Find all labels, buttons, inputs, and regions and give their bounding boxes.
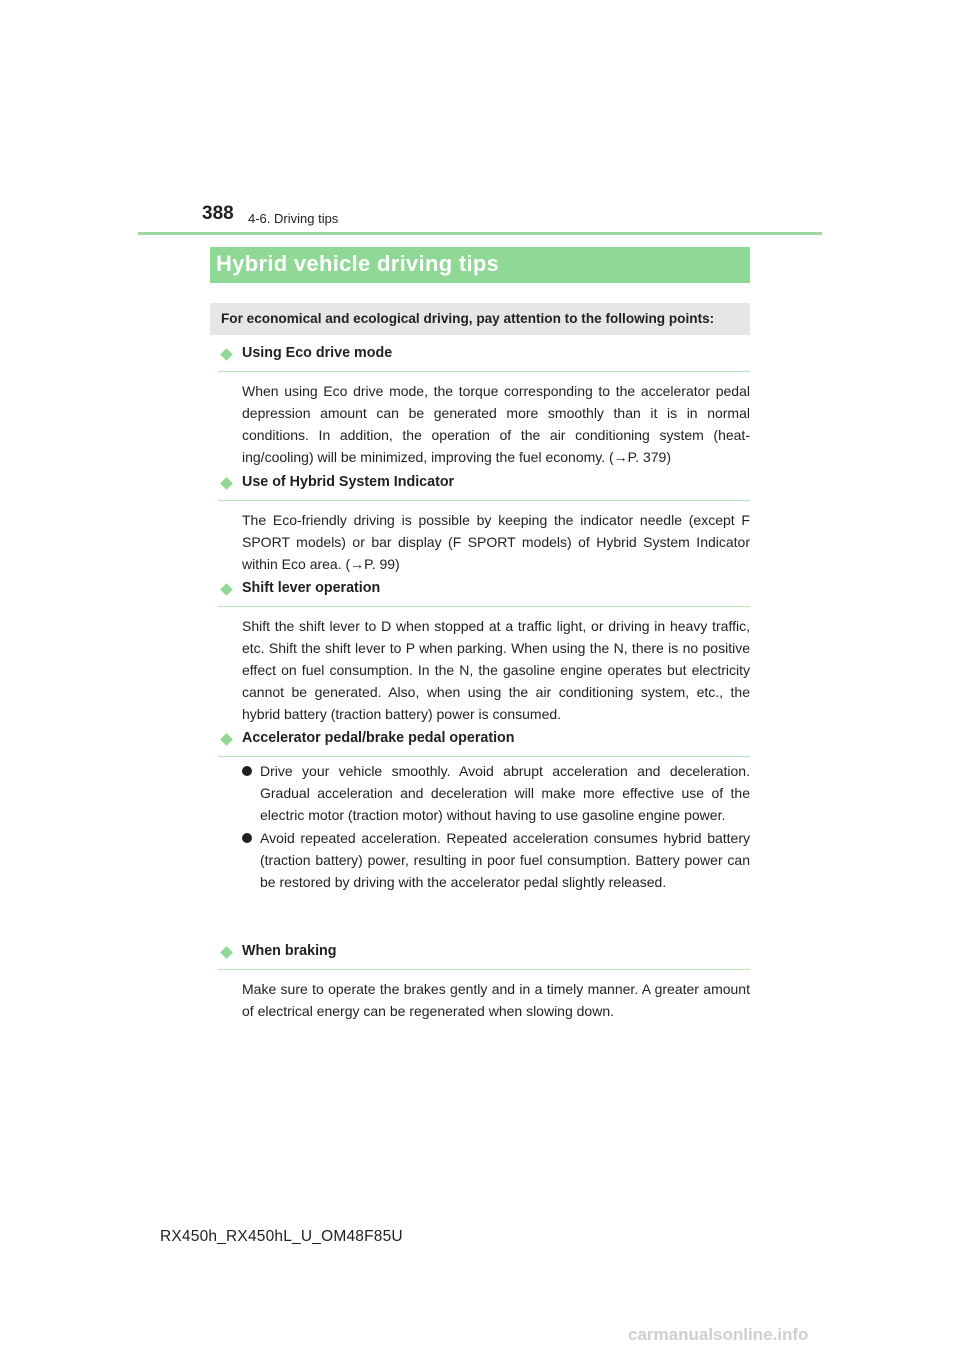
- topic-title: When braking: [242, 943, 337, 959]
- topic-hybrid-system-indicator: [218, 476, 750, 575]
- section-path: 4-6. Driving tips: [248, 211, 339, 226]
- topic-title: Use of Hybrid System Indicator: [242, 474, 455, 490]
- topic-title: Accelerator pedal/brake pedal operation: [242, 730, 515, 746]
- topic-title: Using Eco drive mode: [242, 345, 393, 361]
- topic-body: When using Eco drive mode, the torque corresponding to the accelerator pedal depression amount can be generated more smoothly than it is in normal conditions. In addition, the operation of the air conditioning system (heating/cooling) will be minimized, improving the fuel economy. (→P. 379): [242, 383, 750, 465]
- topic-eco-drive-mode: [218, 347, 750, 468]
- round-bullet-icon: [242, 833, 252, 843]
- topic-heading: [218, 476, 750, 501]
- list-item: [242, 827, 750, 893]
- topic-body: Shift the shift lever to D when stopped at a traffic light, or driving in heavy traffic, etc. Shift the shift lever to P when parking. When using the N, there is no positive effect on fuel consumption. In the N, the gasoline engine operates but electricity cannot be generated. Also, when using the air conditioning system, etc., the hybrid battery (traction battery) power is consumed.: [242, 618, 750, 722]
- topic-title: Shift lever operation: [242, 580, 381, 596]
- page-header: [0, 0, 960, 240]
- page-number: 388: [202, 203, 234, 224]
- list-item: [242, 760, 750, 826]
- section-title-band: [210, 247, 750, 283]
- intro-box: [210, 303, 750, 335]
- section-title: Hybrid vehicle driving tips: [216, 251, 500, 276]
- diamond-bullet-icon: [220, 583, 233, 596]
- topic-body: The Eco-friendly driving is possible by keeping the indicator needle (except F SPORT models) or bar display (F SPORT models) of Hybrid System Indicator within Eco area. (→P. 99): [242, 512, 750, 572]
- diamond-bullet-icon: [220, 946, 233, 959]
- diamond-bullet-icon: [220, 477, 233, 490]
- topic-shift-lever-operation: [218, 582, 750, 725]
- diamond-bullet-icon: [220, 348, 233, 361]
- topic-body: Make sure to operate the brakes gently and in a timely manner. A greater amount of electrical energy can be regenerated when slowing down.: [242, 981, 750, 1019]
- topic-heading: [218, 945, 750, 970]
- header-rule: [138, 232, 822, 235]
- bullet-list: [242, 760, 750, 893]
- topic-heading: [218, 582, 750, 607]
- topic-pedal-operation: [218, 732, 750, 894]
- list-item-text: Avoid repeated acceleration. Repeated acceleration consumes hybrid battery (traction battery) power, resulting in poor fuel consumption. Battery power can be restored by driving with the accelerator pedal slightly released.: [260, 830, 750, 890]
- list-item-text: Drive your vehicle smoothly. Avoid abrupt acceleration and deceleration. Gradual acceleration and deceleration will make more effective use of the electric motor (traction motor) without having to use gasoline engine power.: [260, 763, 750, 823]
- topic-heading: [218, 347, 750, 372]
- intro-text: For economical and ecological driving, pay attention to the following points:: [221, 311, 715, 326]
- topic-when-braking: [218, 945, 750, 1022]
- document-code: RX450h_RX450hL_U_OM48F85U: [160, 1228, 403, 1245]
- round-bullet-icon: [242, 766, 252, 776]
- topic-heading: [218, 732, 750, 757]
- watermark: carmanualsonline.info: [628, 1325, 809, 1344]
- diamond-bullet-icon: [220, 733, 233, 746]
